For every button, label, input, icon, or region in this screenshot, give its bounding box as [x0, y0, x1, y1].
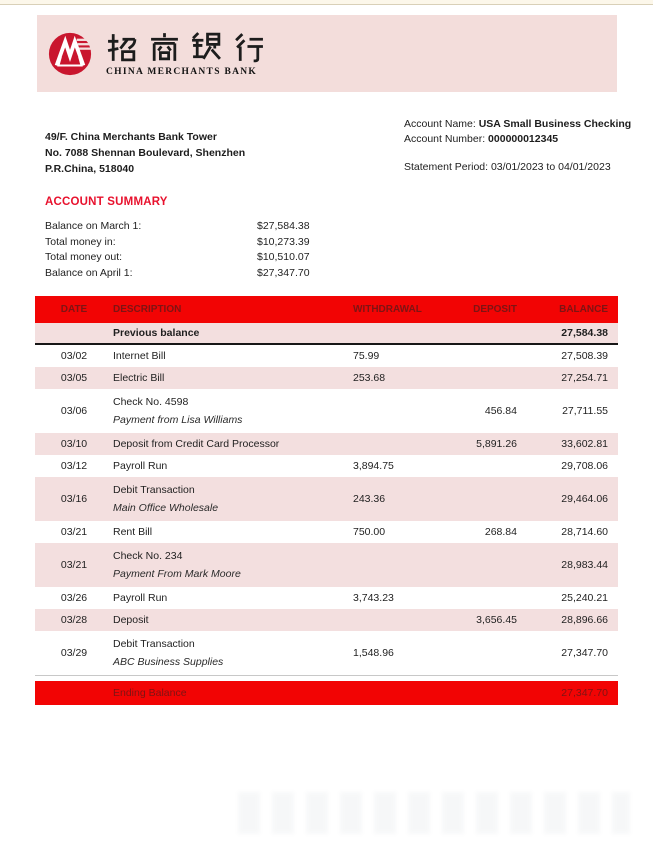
transaction-deposit: 268.84 — [484, 526, 517, 538]
transaction-row — [35, 521, 618, 543]
bank-name-english: CHINA MERCHANTS BANK — [106, 67, 258, 77]
ending-balance-value: 27,347.70 — [561, 687, 608, 699]
transaction-deposit: 456.84 — [484, 405, 517, 417]
transaction-description — [113, 459, 353, 473]
transaction-withdrawal: 750.00 — [353, 526, 386, 538]
transaction-withdrawal: 3,894.75 — [353, 460, 394, 472]
transaction-description-note: Main Office Wholesale — [113, 502, 219, 514]
ending-balance-label: Ending Balance — [113, 687, 187, 699]
transaction-balance: 29,708.06 — [561, 460, 608, 472]
transaction-row — [35, 543, 618, 587]
transaction-balance: 27,254.71 — [561, 372, 608, 384]
summary-label: Balance on March 1: — [45, 220, 142, 232]
bank-address — [45, 129, 245, 177]
transaction-description — [113, 631, 353, 675]
transaction-description-note: Payment from Lisa Williams — [113, 414, 243, 426]
account-summary-list — [45, 219, 375, 281]
transaction-balance: 25,240.21 — [561, 592, 608, 604]
transaction-balance: 29,464.06 — [561, 493, 608, 505]
chinese-character-shang-glyph — [148, 31, 181, 64]
column-header-withdrawal: WITHDRAWAL — [353, 304, 422, 315]
bank-header-banner — [37, 15, 617, 92]
account-info — [404, 117, 631, 175]
transaction-date: 03/21 — [60, 559, 88, 571]
summary-row — [45, 219, 375, 235]
column-header-balance: BALANCE — [559, 304, 608, 315]
statement-period-row — [404, 160, 631, 175]
transaction-date: 03/12 — [60, 460, 88, 472]
brand-block — [106, 30, 265, 77]
transaction-description-main: Payroll Run — [113, 460, 168, 472]
watermark-smudge — [238, 792, 630, 834]
transaction-withdrawal: 243.36 — [353, 493, 386, 505]
transaction-description — [113, 371, 353, 385]
transaction-withdrawal: 253.68 — [353, 372, 386, 384]
transaction-description-main: Deposit — [113, 614, 149, 626]
transaction-description-main: Internet Bill — [113, 350, 166, 362]
summary-label: Total money out: — [45, 251, 123, 263]
account-name-row — [404, 117, 631, 132]
transaction-date: 03/28 — [60, 614, 88, 626]
transaction-description — [113, 389, 353, 433]
address-line: No. 7088 Shennan Boulevard, Shenzhen — [45, 147, 246, 159]
transaction-row — [35, 389, 618, 433]
transaction-balance: 27,584.38 — [561, 327, 608, 339]
chinese-character-xing-glyph — [232, 31, 265, 64]
transaction-date: 03/05 — [60, 372, 88, 384]
summary-label: Total money in: — [45, 235, 116, 248]
summary-label: Balance on April 1: — [45, 266, 133, 279]
transaction-row — [35, 477, 618, 521]
transaction-date: 03/16 — [60, 493, 88, 505]
transaction-description — [113, 326, 353, 340]
transaction-balance: 28,714.60 — [561, 526, 608, 538]
transaction-withdrawal: 1,548.96 — [353, 647, 394, 659]
chinese-character-yin-glyph — [190, 31, 223, 64]
transaction-description-main: Check No. 4598 — [113, 396, 189, 408]
column-header-deposit: DEPOSIT — [473, 304, 517, 315]
transaction-description-main: Check No. 234 — [113, 550, 183, 562]
transaction-description-note: Payment From Mark Moore — [113, 568, 241, 580]
transaction-deposit: 3,656.45 — [476, 614, 517, 626]
summary-value: $27,347.70 — [257, 266, 310, 279]
transactions-table — [35, 296, 618, 705]
transaction-description-main: Previous balance — [113, 327, 200, 339]
transaction-description — [113, 525, 353, 539]
transaction-row — [35, 631, 618, 675]
transaction-balance: 28,896.66 — [561, 614, 608, 626]
transaction-balance: 27,711.55 — [562, 405, 608, 417]
transaction-description-main: Debit Transaction — [113, 484, 195, 496]
address-line: P.R.China, 518040 — [45, 163, 135, 175]
summary-value: $10,273.39 — [257, 235, 310, 248]
transaction-date: 03/29 — [60, 647, 88, 659]
transaction-date: 03/26 — [60, 592, 88, 604]
summary-value: $10,510.07 — [257, 251, 310, 263]
summary-value: $27,584.38 — [257, 220, 310, 232]
transaction-description — [113, 349, 353, 363]
transaction-balance: 28,983.44 — [561, 559, 608, 571]
address-line: 49/F. China Merchants Bank Tower — [45, 131, 217, 143]
account-name-label: Account Name: — [404, 118, 479, 130]
summary-row — [45, 266, 375, 282]
transactions-body — [35, 323, 618, 676]
transaction-description-main: Deposit from Credit Card Processor — [113, 438, 280, 450]
transactions-header-row — [35, 296, 618, 323]
transaction-description-main: Electric Bill — [113, 372, 165, 384]
transaction-withdrawal: 3,743.23 — [353, 592, 394, 604]
transaction-description — [113, 477, 353, 521]
transaction-description-main: Rent Bill — [113, 526, 153, 538]
statement-period-value: 03/01/2023 to 04/01/2023 — [490, 161, 611, 173]
bank-name-chinese — [106, 30, 265, 64]
transaction-description — [113, 613, 353, 627]
transaction-deposit: 5,891.26 — [476, 438, 517, 450]
transaction-balance: 27,347.70 — [561, 647, 608, 659]
transaction-row — [35, 587, 618, 609]
account-number-label: Account Number: — [404, 133, 489, 145]
transaction-description — [113, 437, 353, 451]
transaction-date: 03/21 — [60, 526, 88, 538]
account-summary-title: ACCOUNT SUMMARY — [45, 196, 168, 208]
transaction-description-main: Payroll Run — [113, 592, 168, 604]
transaction-row — [35, 455, 618, 477]
china-merchants-bank-logo-icon — [47, 31, 93, 77]
page-top-strip — [0, 0, 653, 5]
account-name-value: USA Small Business Checking — [478, 118, 632, 130]
transaction-row — [35, 323, 618, 345]
transaction-description — [113, 543, 353, 587]
column-header-description: DESCRIPTION — [113, 304, 182, 315]
transaction-description-main: Debit Transaction — [113, 638, 195, 650]
account-number-value: 000000012345 — [488, 133, 559, 145]
transaction-row — [35, 609, 618, 631]
ending-balance-row — [35, 681, 618, 705]
transaction-row — [35, 433, 618, 455]
transaction-description — [113, 591, 353, 605]
transaction-balance: 33,602.81 — [561, 438, 608, 450]
transaction-date: 03/02 — [60, 350, 88, 362]
statement-period-label: Statement Period: — [404, 161, 491, 173]
summary-row — [45, 235, 375, 251]
transaction-row — [35, 345, 618, 367]
chinese-character-zhao-glyph — [106, 31, 139, 64]
account-number-row — [404, 132, 631, 147]
transaction-balance: 27,508.39 — [561, 350, 608, 362]
transaction-row — [35, 367, 618, 389]
transaction-date: 03/06 — [60, 405, 88, 417]
transaction-date: 03/10 — [60, 438, 88, 450]
summary-row — [45, 250, 375, 266]
column-header-date: DATE — [60, 304, 88, 315]
transaction-withdrawal: 75.99 — [353, 350, 380, 362]
transaction-description-note: ABC Business Supplies — [113, 656, 224, 668]
